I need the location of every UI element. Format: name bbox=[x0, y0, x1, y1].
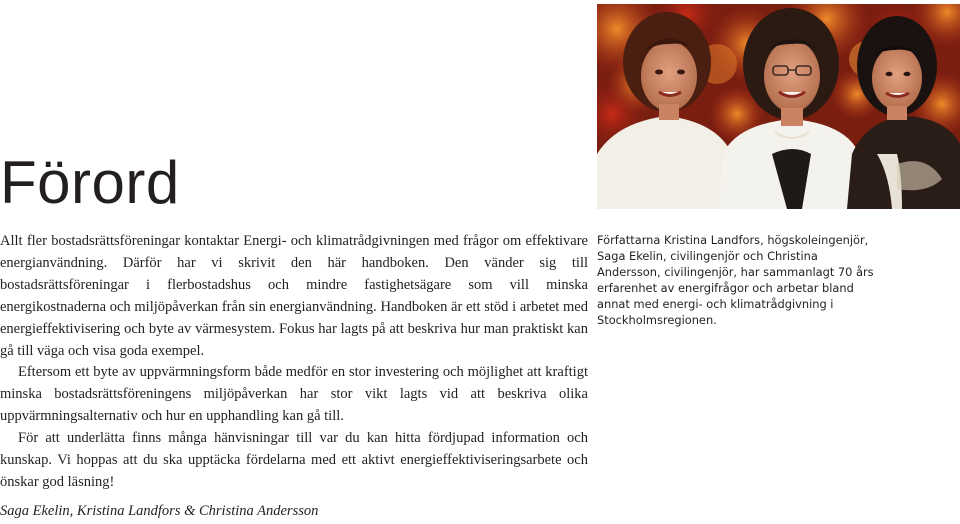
foreword-paragraph-2: Eftersom ett byte av uppvärmningsform både medför en stor investering och möjlighet att kraftigt minska bostadsrättsföreningens miljöpåverkan har stor vikt lagts vid att beskriva olika uppvärmningsalternativ och hur en upphandling kan gå till. bbox=[0, 364, 588, 425]
foreword-paragraph-3: För att underlätta finns många hänvisningar till var du kan hitta fördjupad information och kunskap. Vi hoppas att du ska upptäcka fördelarna med ett aktivt energieffektiviseringsarbete och önskar god läsning! bbox=[0, 430, 588, 490]
authors-signature: Saga Ekelin, Kristina Landfors & Christina Andersson bbox=[0, 503, 319, 519]
authors-photo bbox=[597, 4, 960, 209]
foreword-body bbox=[0, 231, 588, 494]
foreword-paragraph-1: Allt fler bostadsrättsföreningar kontaktar Energi- och klimatrådgivningen med frågor om effektivare energianvändning. Därför har vi skrivit den här handboken. Den vänder sig till bostadsrättsföreningar i flerbostadshus och mindre fastighetsägare som vill minska energikostnaderna och miljöpåverkan från sin energianvändning. Handboken är ett stöd i arbetet med energieffektivisering och byte av värmesystem. Fokus har lagts på att beskriva hur man praktiskt kan gå till väga och visa goda exempel. bbox=[0, 233, 588, 359]
photo-caption: Författarna Kristina Landfors, högskoleingenjör, Saga Ekelin, civilingenjör och Christina Andersson, civilingenjör, har sammanlagt 70 års erfarenhet av energifrågor och arbetar bland annat med energi- och klimatrådgivning i Stockholmsregionen. bbox=[597, 233, 874, 328]
page-title: Förord bbox=[0, 149, 180, 216]
authors-photo-illustration bbox=[597, 4, 960, 209]
